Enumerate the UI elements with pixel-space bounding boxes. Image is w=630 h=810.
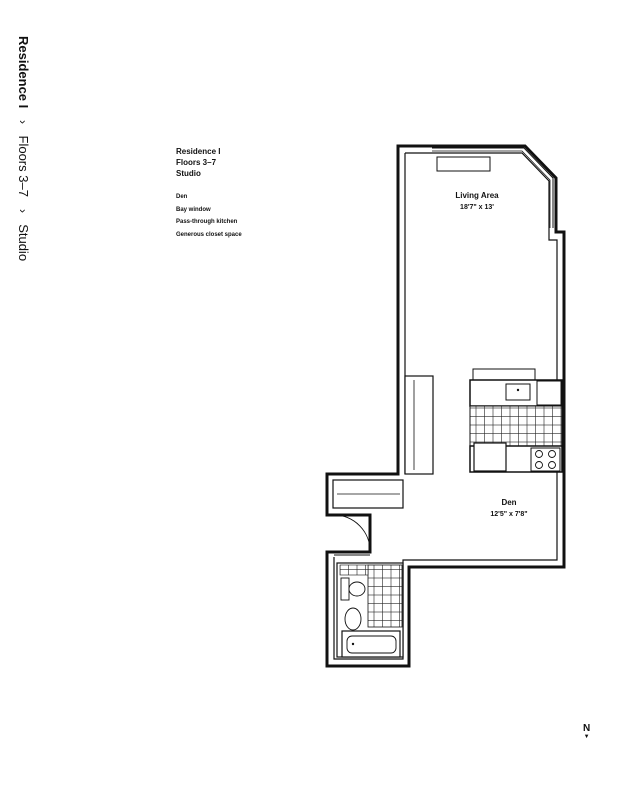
entry-door (334, 515, 370, 552)
stove (531, 448, 560, 471)
refrigerator (474, 443, 506, 471)
closet (405, 376, 433, 474)
kitchen (470, 369, 562, 472)
toilet-tank (341, 578, 349, 600)
bathroom-sink (345, 608, 361, 630)
kitchen-tile-floor (470, 406, 562, 446)
kitchen-sink (506, 384, 530, 400)
den-label: Den (501, 498, 517, 507)
den-dimensions: 12'5" x 7'8" (490, 511, 528, 518)
entry-closet (333, 480, 403, 508)
feature-item: Den (176, 194, 188, 200)
living-area-label: Living Area (455, 191, 499, 200)
breadcrumb-residence[interactable]: Residence I (16, 36, 31, 109)
floors-label: Floors 3–7 (176, 158, 217, 167)
residence-name: Residence I (176, 147, 221, 156)
bathroom (337, 563, 403, 657)
breadcrumb-separator-icon: › (16, 119, 30, 124)
breadcrumb-floors[interactable]: Floors 3–7 (16, 135, 31, 197)
north-arrow-icon: ▼ (583, 734, 590, 740)
north-compass (583, 724, 590, 740)
feature-item: Bay window (176, 206, 211, 213)
north-label: N (583, 723, 591, 734)
feature-item: Pass-through kitchen (176, 219, 238, 225)
bathroom-tile-floor (368, 565, 402, 627)
kitchen-hood (473, 369, 535, 381)
toilet-bowl (349, 582, 365, 596)
feature-item: Generous closet space (176, 231, 242, 238)
breadcrumb-separator-icon: › (16, 208, 30, 213)
radiator (437, 157, 490, 171)
unit-type-label: Studio (176, 169, 201, 178)
bathroom-tile-strip (340, 565, 368, 575)
living-area-dimensions: 18'7" x 13' (460, 204, 494, 211)
breadcrumb-unit-type[interactable]: Studio (16, 224, 31, 262)
kitchen-cabinet (537, 381, 561, 405)
